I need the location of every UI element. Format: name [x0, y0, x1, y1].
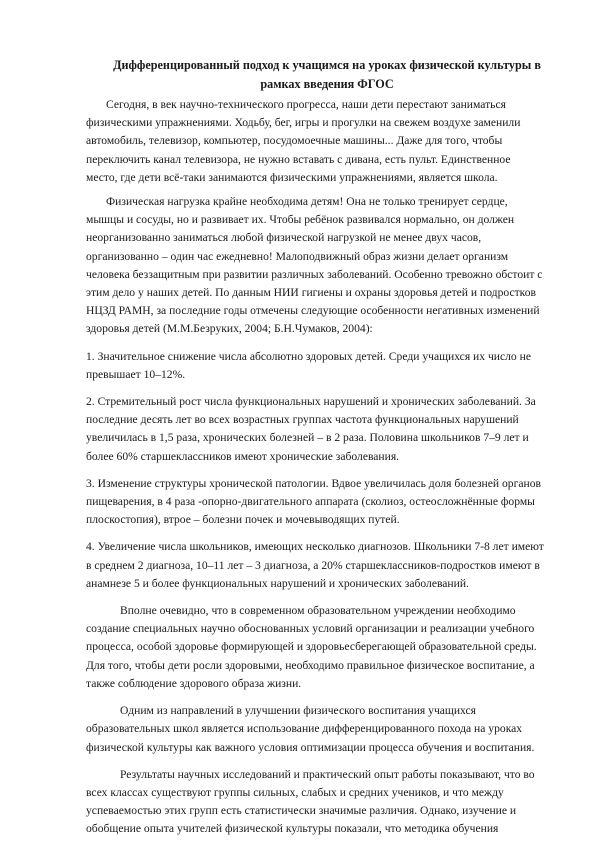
list-item-4: 4. Увеличение числа школьников, имеющих несколько диагнозов. Школьники 7-8 лет имеют в среднем 2 диагноза, 10–11 лет – 3 диагноза, а 20% старшеклассников-подростков имеют в анамнезе 5 и более функциональных нарушений и хронических заболеваний.: [86, 540, 544, 590]
paragraph-conditions: Вполне очевидно, что в современном образовательном учреждении необходимо создание специальных научно обоснованных условий организации и реализации учебного процесса, особой здоровье формирующей и здоровьесберегающей образовательной среды. Для того, чтобы дети росли здоровыми, необходимо правильное физическое воспитание, а также соблюдение здорового образа жизни.: [86, 604, 537, 690]
paragraph-directions: Одним из направлений в улучшении физического воспитания учащихся образовательных школ является использование дифференцированного похода на уроках физической культуры как важного условия оптимизации процесса обучения и воспитания.: [86, 704, 535, 754]
list-item-2: 2. Стремительный рост числа функциональных нарушений и хронических заболеваний. За последние десять лет во всех возрастных группах частота функциональных нарушений увеличилась в 1,5 раза, хронических болезней – в 2 раза. Половина школьников 7–9 лет и более 60% старшеклассников имеют хронические заболевания.: [86, 395, 536, 463]
paragraph-physical-load: Физическая нагрузка крайне необходима детям! Она не только тренирует сердце, мышцы и сосуды, но и развивает их. Чтобы ребёнок развивался нормально, он должен неорганизованно заниматься любой физической нагрузкой не менее двух часов, организованно – один час ежедневно! Малоподвижный образ жизни делает организм человека беззащитным при развитии различных заболеваний. Особенно тревожно обстоит с этим дело у наших детей. По данным НИИ гигиены и охраны здоровья детей и подростков НЦЗД РАМН, за последние годы отмечены следующие особенности негативных изменений здоровья детей (М.М.Безруких, 2004; Б.Н.Чумаков, 2004):: [86, 195, 543, 336]
document-title: Дифференцированный подход к учащимся на уроках физической культуры в рамках введения ФГОС: [113, 58, 541, 91]
paragraph-research: Результаты научных исследований и практический опыт работы показывают, что во всех классах существуют группы сильных, слабых и средних учеников, и что между успеваемостью этих групп есть статистически значимые различия. Однако, изучение и обобщение опыта учителей физической культуры показали, что методика обучения: [86, 767, 535, 836]
paragraph-intro: Сегодня, в век научно-технического прогресса, наши дети перестают заниматься физическими упражнениями. Ходьбу, бег, игры и прогулки на свежем воздухе заменили автомобиль, телевизор, компьютер, посудомоечные машины... Даже для того, чтобы переключить канал телевизора, не нужно вставать с дивана, есть пульт. Единственное место, где дети всё-таки занимаются физическими упражнениями, является школа.: [86, 98, 521, 184]
list-item-3: 3. Изменение структуры хронической патологии. Вдвое увеличилась доля болезней органов пищеварения, в 4 раза -опорно-двигательного аппарата (сколиоз, остеосложнённые формы плоскостопия), втрое – болезни почек и мочевыводящих путей.: [86, 476, 541, 527]
list-item-1: 1. Значительное снижение числа абсолютно здоровых детей. Среди учащихся их число не превышает 10–12%.: [86, 349, 531, 381]
document-page: [86, 56, 544, 839]
